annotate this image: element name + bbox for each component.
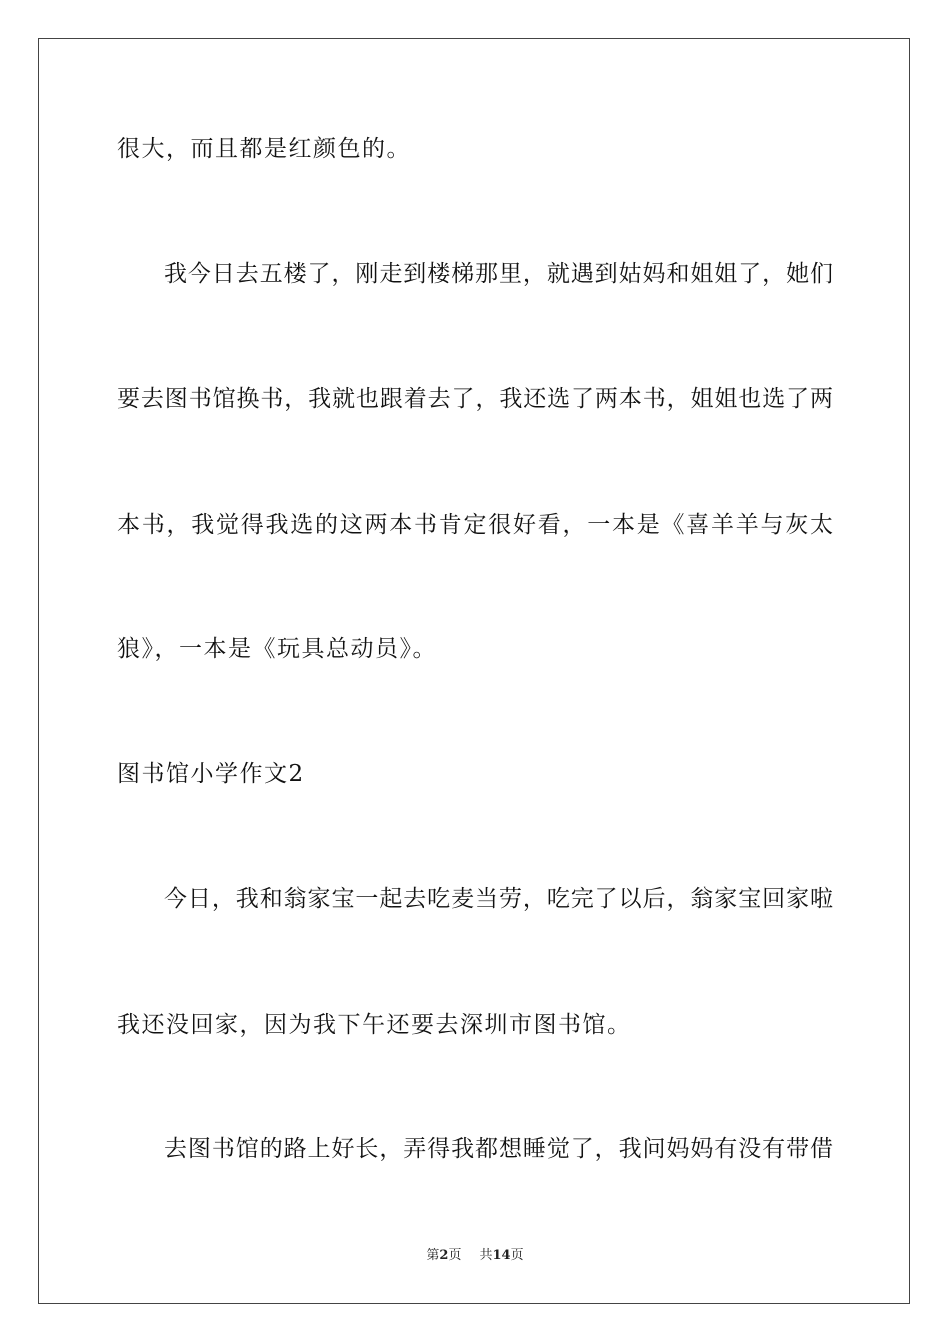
paragraph-line: 今日，我和翁家宝一起去吃麦当劳，吃完了以后，翁家宝回家啦 — [164, 886, 833, 912]
total-pages: 14 — [492, 1248, 511, 1263]
paragraph-line: 我今日去五楼了，刚走到楼梯那里，就遇到姑妈和姐姐了，她们 — [164, 261, 833, 287]
paragraph-line: 本书，我觉得我选的这两本书肯定很好看，一本是《喜羊羊与灰太 — [117, 512, 833, 538]
page-prefix: 第 — [426, 1248, 440, 1263]
paragraph-line: 狼》，一本是《玩具总动员》。 — [117, 636, 437, 662]
section-heading: 图书馆小学作文2 — [117, 761, 305, 787]
paragraph-line: 很大，而且都是红颜色的。 — [117, 136, 411, 162]
page-number: 2 — [439, 1248, 449, 1263]
total-suffix: 页 — [510, 1248, 524, 1263]
total-prefix: 共 — [479, 1248, 493, 1263]
paragraph-line: 去图书馆的路上好长，弄得我都想睡觉了，我问妈妈有没有带借 — [164, 1136, 833, 1162]
page-frame — [38, 38, 910, 1304]
page-suffix: 页 — [448, 1248, 462, 1263]
page-footer — [0, 1247, 950, 1265]
paragraph-line: 我还没回家，因为我下午还要去深圳市图书馆。 — [117, 1012, 632, 1038]
paragraph-line: 要去图书馆换书，我就也跟着去了，我还选了两本书，姐姐也选了两 — [117, 386, 833, 412]
